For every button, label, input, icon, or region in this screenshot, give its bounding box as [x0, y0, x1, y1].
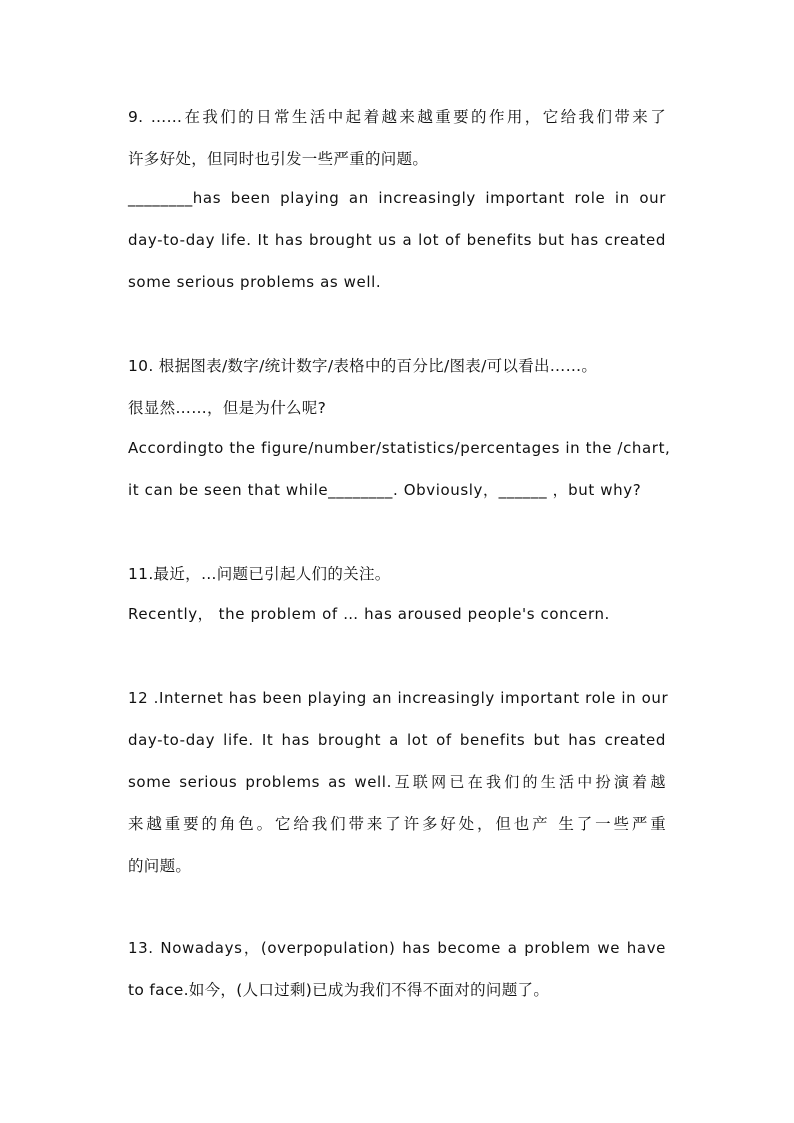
- item-9-line-3: ________has been playing an increasingly important role in our: [128, 189, 666, 207]
- item-10-line-3: Accordingto the figure/number/statistics/percentages in the /chart,: [128, 439, 671, 457]
- item-13-line-1: 13. Nowadays，(overpopulation) has become a problem we have: [128, 939, 666, 957]
- item-11-line-1: 11.最近，…问题已引起人们的关注。: [128, 565, 391, 583]
- item-11-line-2: Recently， the problem of … has aroused people's concern.: [128, 605, 610, 623]
- item-9-line-5: some serious problems as well.: [128, 273, 382, 291]
- item-12-line-1: 12 .Internet has been playing an increasingly important role in our: [128, 689, 669, 707]
- item-10-line-1: 10. 根据图表/数字/统计数字/表格中的百分比/图表/可以看出……。: [128, 357, 598, 375]
- item-12-line-4: 来越重要的角色。它给我们带来了许多好处，但也产 生了一些严重: [128, 815, 666, 833]
- item-9-line-4: day-to-day life. It has brought us a lot of benefits but has created: [128, 231, 666, 249]
- item-10-line-2: 很显然……，但是为什么呢?: [128, 399, 327, 417]
- item-9-line-1: 9. ……在我们的日常生活中起着越来越重要的作用，它给我们带来了: [128, 108, 666, 126]
- item-13-line-2: to face.如今，(人口过剩)已成为我们不得不面对的问题了。: [128, 981, 550, 999]
- item-12-line-5: 的问题。: [128, 857, 192, 875]
- item-12-line-2: day-to-day life. It has brought a lot of benefits but has created: [128, 731, 666, 749]
- item-9-line-2: 许多好处，但同时也引发一些严重的问题。: [128, 150, 429, 168]
- item-12-line-3: some serious problems as well.互联网已在我们的生活中扮演着越: [128, 773, 666, 791]
- item-10-line-4: it can be seen that while________. Obviously，______ ，but why?: [128, 481, 642, 499]
